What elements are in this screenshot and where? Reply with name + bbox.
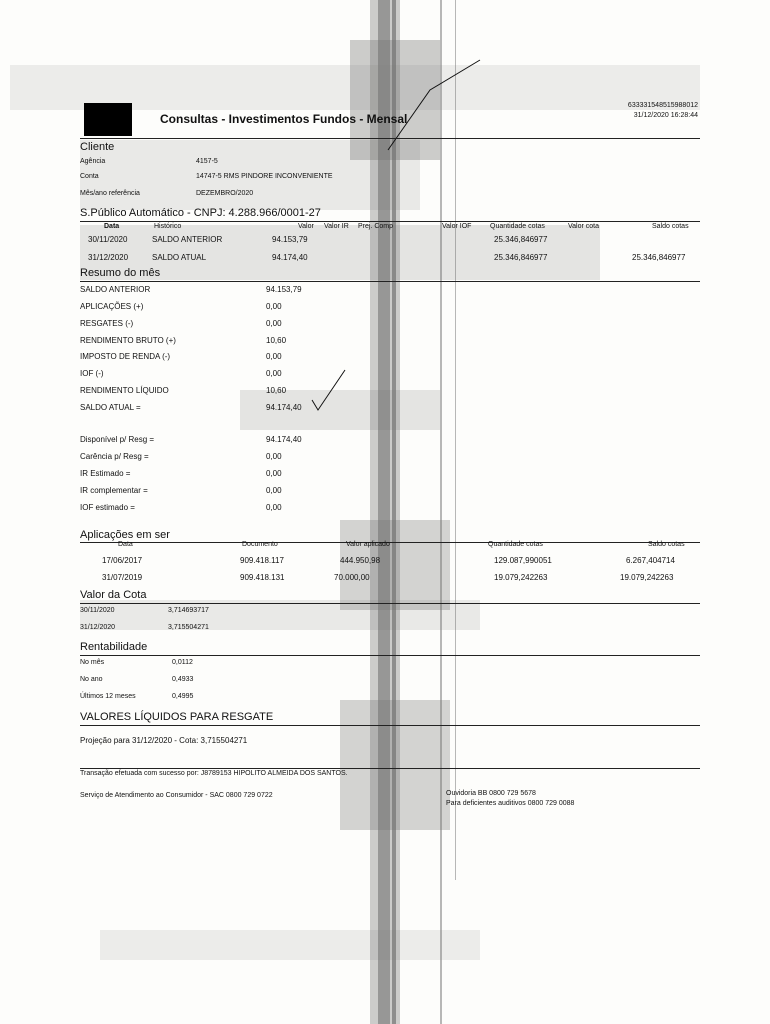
resumo-value: 0,00 (266, 302, 282, 311)
divider (80, 221, 700, 222)
fund-row-valor: 94.174,40 (272, 253, 308, 262)
ouvidoria-text: Ouvidoria BB 0800 729 5678 (446, 790, 536, 797)
aplicacoes-col-saldo: Saldo cotas (648, 541, 685, 548)
aplicacoes-row-documento: 909.418.117 (240, 556, 284, 565)
fund-col-data: Data (104, 223, 120, 230)
resumo-value: 10,60 (266, 386, 287, 395)
resumo-extra-label: IR Estimado = (80, 469, 131, 478)
resumo-extra-value: 0,00 (266, 486, 282, 495)
aplicacoes-row-data: 31/07/2019 (102, 573, 143, 582)
resumo-extra-value: 0,00 (266, 503, 282, 512)
rentabilidade-label: Últimos 12 meses (80, 693, 136, 700)
fund-col-valor-ir: Valor IR (324, 223, 349, 230)
fund-row-quantidade: 25.346,846977 (494, 253, 548, 262)
divider (80, 603, 700, 604)
fund-col-saldo: Saldo cotas (652, 223, 689, 230)
fund-col-quantidade: Quantidade cotas (490, 223, 545, 230)
ref-code: 633331548515988012 (627, 102, 698, 109)
aplicacoes-row-documento: 909.418.131 (240, 573, 285, 582)
agencia-value: 4157-5 (196, 158, 218, 165)
resumo-extra-label: IOF estimado = (80, 503, 135, 512)
cota-row-date: 30/11/2020 (80, 607, 115, 614)
rentabilidade-section-label: Rentabilidade (80, 641, 148, 653)
transacao-text: Transação efetuada com sucesso por: J8789153 HIPOLITO ALMEIDA DOS SANTOS. (80, 770, 348, 777)
mes-value: DEZEMBRO/2020 (196, 190, 254, 197)
resumo-label: RESGATES (-) (80, 319, 134, 328)
conta-value: 14747-5 RMS PINDORE INCONVENIENTE (196, 173, 333, 180)
resumo-extra-label: Carência p/ Resg = (80, 452, 149, 461)
fund-col-prej-comp: Prej. Comp (358, 223, 394, 230)
resumo-label: SALDO ANTERIOR (80, 285, 151, 294)
divider (80, 655, 700, 656)
fund-col-valor-iof: Valor IOF (442, 223, 472, 230)
mes-label: Mês/ano referência (80, 190, 140, 197)
aplicacoes-col-data: Data (118, 541, 133, 548)
cliente-section-label: Cliente (80, 141, 115, 153)
resumo-label: IOF (-) (80, 369, 104, 378)
resumo-label: RENDIMENTO LÍQUIDO (80, 386, 169, 395)
fund-col-historico: Histórico (154, 223, 182, 230)
divider (80, 542, 700, 543)
cota-row-date: 31/12/2020 (80, 624, 116, 631)
conta-label: Conta (80, 173, 99, 180)
resumo-label: APLICAÇÕES (+) (80, 302, 144, 311)
resumo-value: 10,60 (266, 336, 287, 345)
fund-row-historico: SALDO ATUAL (152, 253, 207, 262)
resumo-extra-value: 94.174,40 (266, 435, 302, 444)
resumo-section-label: Resumo do mês (80, 267, 161, 279)
resumo-value: 0,00 (266, 369, 282, 378)
fund-row-quantidade: 25.346,846977 (494, 235, 548, 244)
fund-row-date: 31/12/2020 (88, 253, 129, 262)
divider (80, 138, 700, 139)
rentabilidade-label: No mês (80, 659, 105, 666)
aplicacoes-row-valor: 70.000,00 (334, 573, 370, 582)
resumo-label: RENDIMENTO BRUTO (+) (80, 336, 176, 345)
rentabilidade-value: 0,0112 (172, 659, 193, 666)
resumo-extra-label: Disponível p/ Resg = (80, 435, 155, 444)
page-title: Consultas - Investimentos Fundos - Mensal (160, 112, 408, 126)
resumo-extra-value: 0,00 (266, 469, 282, 478)
resumo-value: 0,00 (266, 352, 282, 361)
sac-text: Serviço de Atendimento ao Consumidor - SAC 0800 729 0722 (80, 792, 273, 799)
aplicacoes-section-label: Aplicações em ser (80, 529, 170, 541)
cota-row-value: 3,715504271 (168, 624, 209, 631)
rentabilidade-value: 0,4995 (172, 693, 194, 700)
fund-title: S.Público Automático - CNPJ: 4.288.966/0001-27 (80, 207, 321, 219)
aplicacoes-row-data: 17/06/2017 (102, 556, 143, 565)
resumo-label: SALDO ATUAL = (80, 403, 141, 412)
fund-col-valor: Valor (298, 223, 314, 230)
projecao-text: Projeção para 31/12/2020 - Cota: 3,715504271 (80, 736, 248, 745)
divider (80, 768, 700, 769)
redacted-logo (84, 103, 132, 136)
aplicacoes-row-valor: 444.950,98 (340, 556, 381, 565)
aplicacoes-col-valor: Valor aplicado (346, 541, 390, 548)
aplicacoes-col-quantidade: Quantidade cotas (488, 541, 543, 548)
aplicacoes-col-documento: Documento (242, 541, 278, 548)
cota-section-label: Valor da Cota (80, 589, 147, 601)
divider (80, 281, 700, 282)
divider (80, 725, 700, 726)
cota-row-value: 3,714693717 (168, 607, 209, 614)
resumo-label: IMPOSTO DE RENDA (-) (80, 352, 171, 361)
aplicacoes-row-quantidade: 129.087,990051 (494, 556, 552, 565)
resumo-value: 0,00 (266, 319, 282, 328)
rentabilidade-label: No ano (80, 676, 103, 683)
rentabilidade-value: 0,4933 (172, 676, 194, 683)
resumo-extra-value: 0,00 (266, 452, 282, 461)
fund-col-valor-cota: Valor cota (568, 223, 599, 230)
fund-row-date: 30/11/2020 (88, 235, 128, 244)
aplicacoes-row-quantidade: 19.079,242263 (494, 573, 548, 582)
resumo-value: 94.174,40 (266, 403, 302, 412)
resumo-extra-label: IR complementar = (80, 486, 148, 495)
aplicacoes-row-saldo: 19.079,242263 (620, 573, 674, 582)
agencia-label: Agência (80, 158, 106, 165)
fund-row-saldo: 25.346,846977 (632, 253, 686, 262)
fund-row-valor: 94.153,79 (272, 235, 308, 244)
fund-row-historico: SALDO ANTERIOR (152, 235, 223, 244)
valores-section-label: VALORES LÍQUIDOS PARA RESGATE (80, 711, 274, 723)
resumo-value: 94.153,79 (266, 285, 302, 294)
deficientes-text: Para deficientes auditivos 0800 729 0088 (446, 800, 575, 807)
print-datetime: 31/12/2020 16:28:44 (633, 112, 698, 119)
aplicacoes-row-saldo: 6.267,404714 (626, 556, 675, 565)
